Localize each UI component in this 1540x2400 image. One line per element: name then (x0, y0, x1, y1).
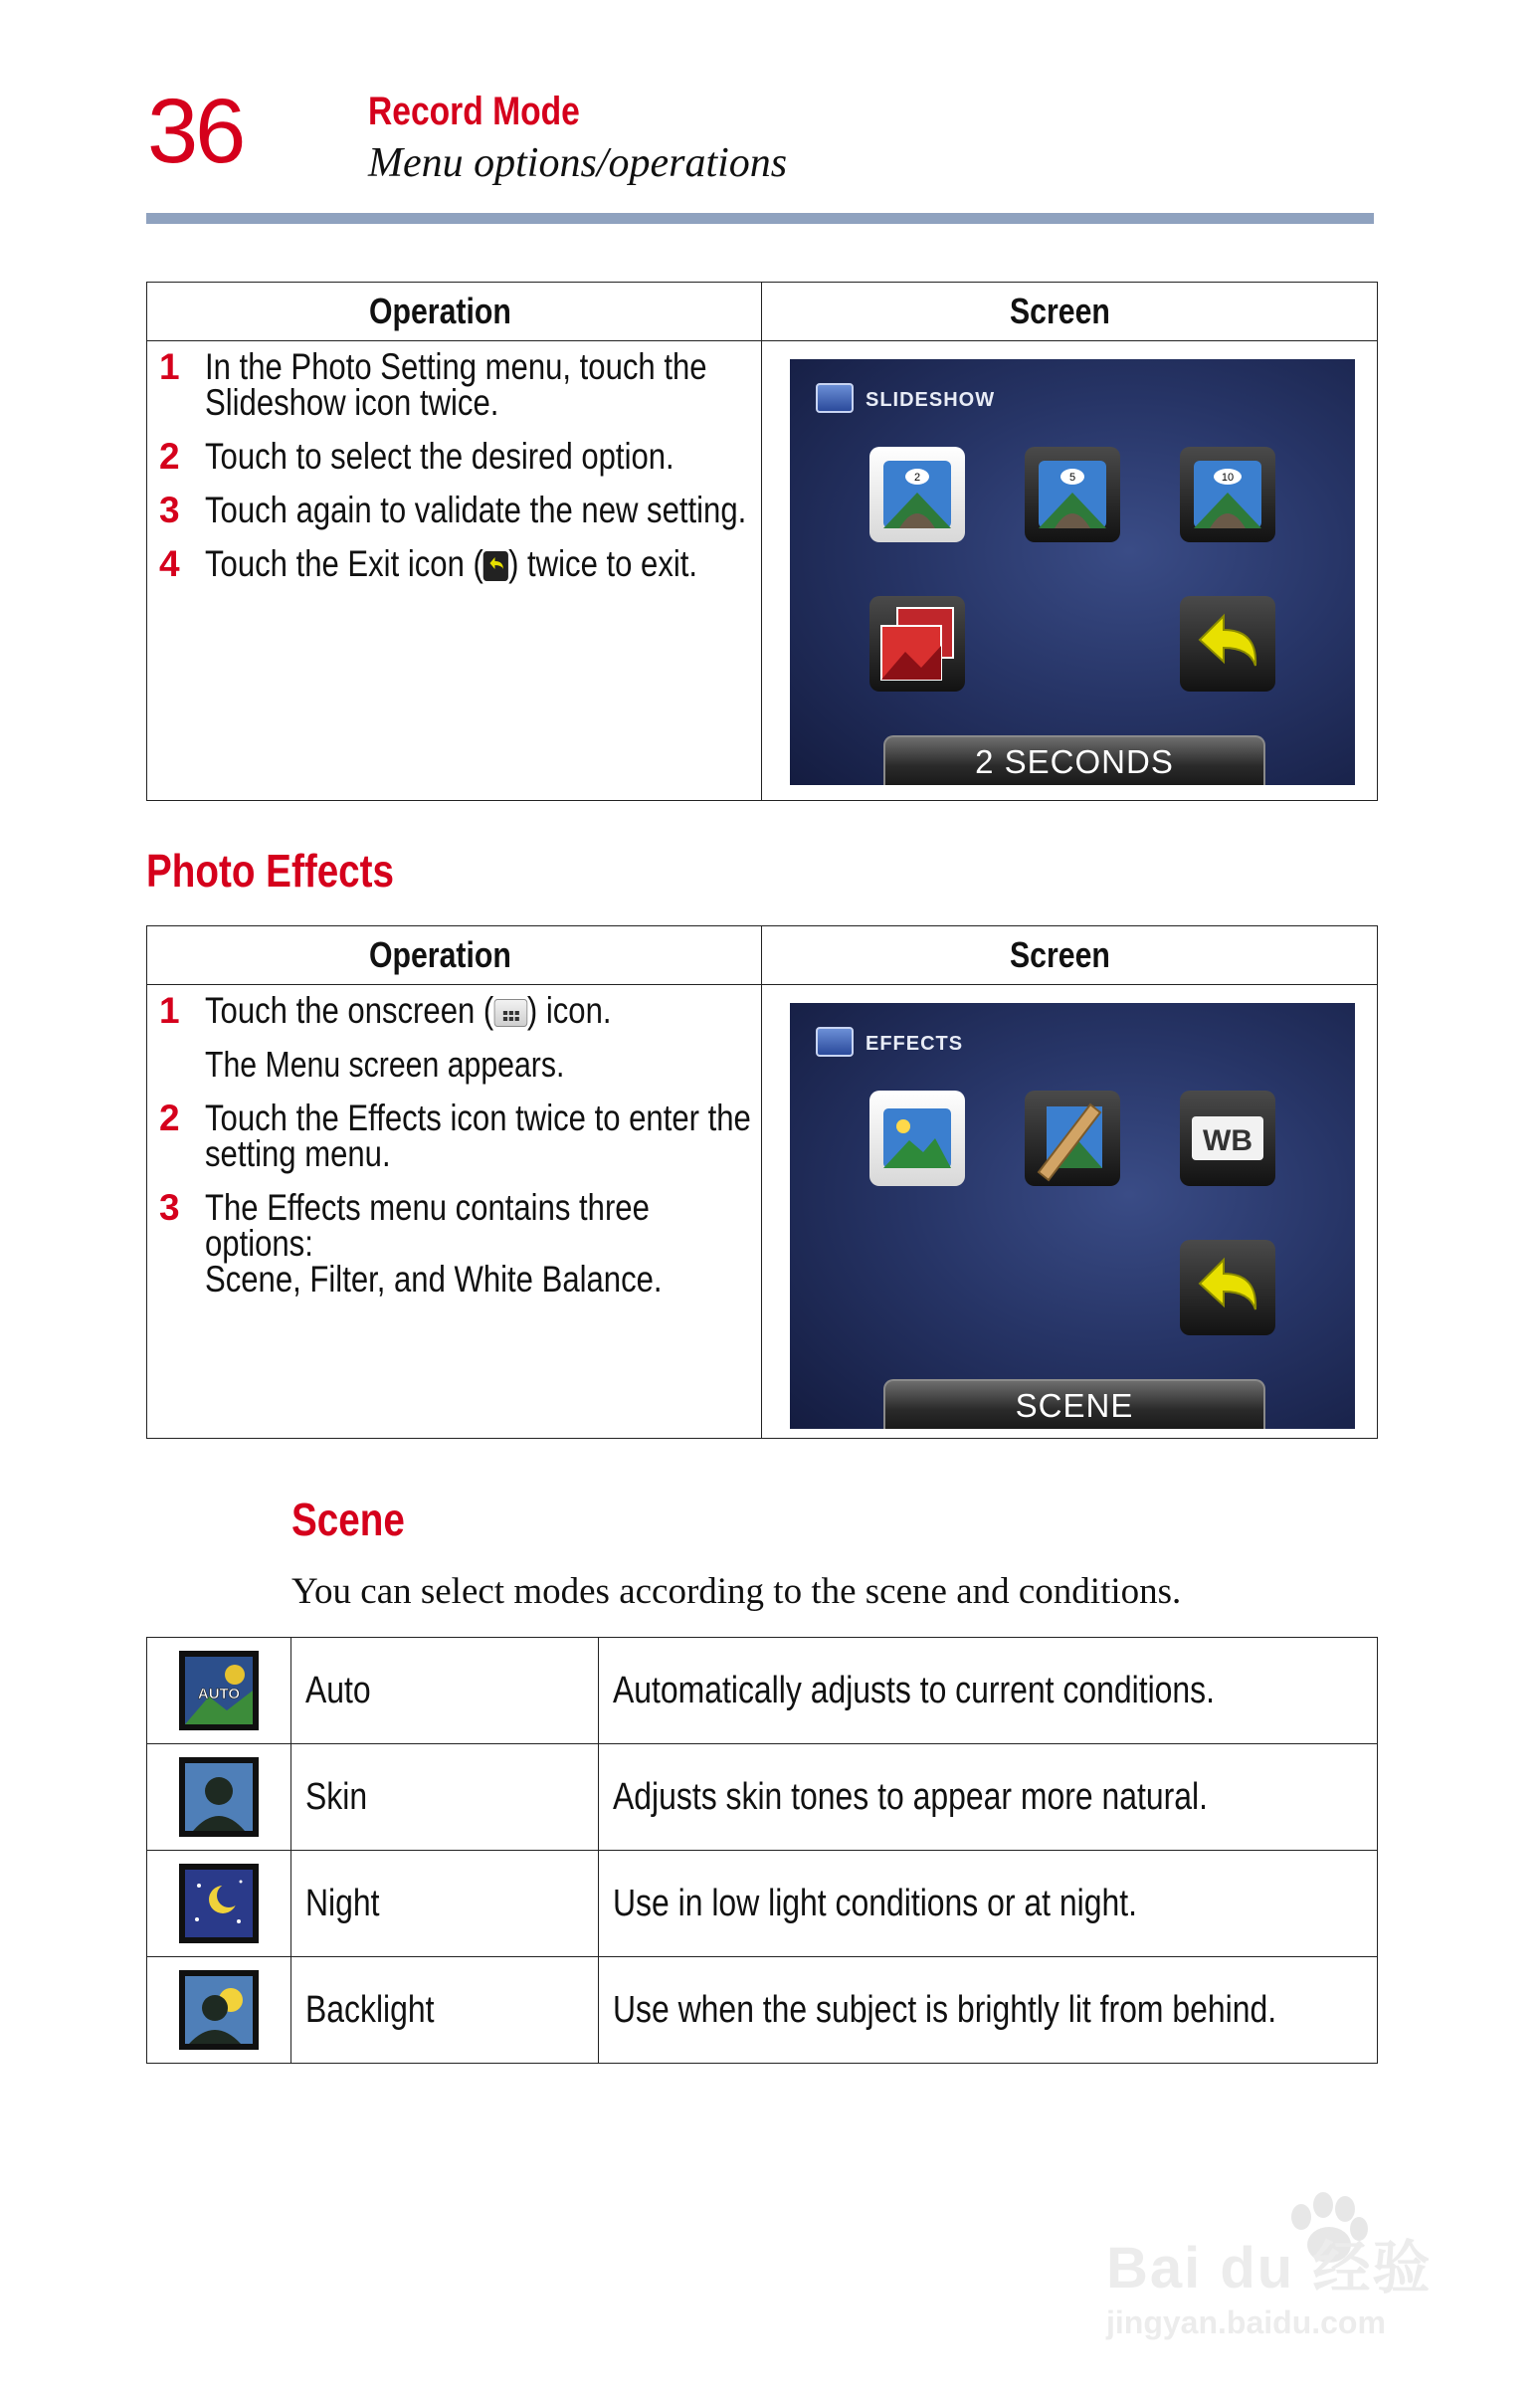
step-item: 2 Touch to select the desired option. (159, 436, 674, 477)
slideshow-operation-table (146, 282, 1378, 801)
effects-screen (790, 1003, 1355, 1429)
step-item: 3 Touch again to validate the new setting. (159, 490, 747, 530)
photo-effects-table (146, 925, 1378, 1439)
scene-heading: Scene (291, 1494, 405, 1545)
screen-column-header: Screen (762, 926, 1378, 985)
slideshow-transition-option[interactable] (869, 596, 965, 692)
slideshow-10s-option[interactable] (1180, 447, 1275, 542)
screen-cell (762, 985, 1378, 1439)
slideshow-screen (790, 359, 1355, 785)
header-rule (146, 213, 1374, 224)
backlight-scene-icon (179, 1970, 259, 2050)
icon-cell (147, 1638, 291, 1744)
scene-table (146, 1637, 1378, 2064)
filter-option[interactable] (1025, 1091, 1120, 1186)
effects-title-icon (816, 1027, 854, 1057)
watermark-url: jingyan.baidu.com (1106, 2304, 1386, 2340)
scene-description: Use in low light conditions or at night. (599, 1851, 1378, 1957)
baidu-watermark (1102, 2177, 1460, 2356)
scene-name: Auto (291, 1638, 599, 1744)
icon-cell (147, 1957, 291, 2064)
step-item: 2 Touch the Effects icon twice to enter the setting menu. (159, 1098, 751, 1174)
step-item: 1 Touch the onscreen ( ) icon. (159, 990, 612, 1031)
screen-title: EFFECTS (866, 1033, 964, 1055)
table-row (147, 1957, 1378, 2064)
operation-steps-cell (147, 985, 762, 1439)
skin-scene-icon (179, 1757, 259, 1837)
exit-button[interactable] (1180, 596, 1275, 692)
table-row (147, 1744, 1378, 1851)
screen-cell (762, 341, 1378, 801)
menu-grid-icon (493, 999, 527, 1027)
svg-text:5: 5 (1068, 472, 1076, 484)
scene-description: Use when the subject is brightly lit from behind. (599, 1957, 1378, 2064)
svg-text:WB: WB (1203, 1124, 1252, 1157)
step-item: 4 Touch the Exit icon ( ) twice to exit. (159, 543, 698, 584)
scene-name: Skin (291, 1744, 599, 1851)
operation-column-header: Operation (147, 926, 762, 985)
scene-description: Automatically adjusts to current conditions. (599, 1638, 1378, 1744)
table-row (147, 1851, 1378, 1957)
screen-column-header: Screen (762, 283, 1378, 341)
step-item: 3 The Effects menu contains three options: Scene, Filter, and White Balance. (159, 1187, 663, 1300)
selected-option-bar: 2 SECONDS (883, 735, 1265, 785)
svg-text:10: 10 (1221, 472, 1235, 484)
section-title: Record Mode (368, 90, 580, 133)
icon-cell (147, 1851, 291, 1957)
scene-option[interactable] (869, 1091, 965, 1186)
page-number: 36 (147, 81, 244, 182)
white-balance-option[interactable] (1180, 1091, 1275, 1186)
step-note: The Menu screen appears. (205, 1044, 565, 1085)
icon-cell (147, 1744, 291, 1851)
watermark-brand: Bai du 经验 (1106, 2236, 1433, 2300)
exit-button[interactable] (1180, 1240, 1275, 1335)
operation-column-header: Operation (147, 283, 762, 341)
exit-icon (483, 551, 508, 581)
step-item: 1 In the Photo Setting menu, touch the Slideshow icon twice. (159, 346, 707, 423)
scene-name: Night (291, 1851, 599, 1957)
scene-intro: You can select modes according to the scene and conditions. (291, 1571, 1182, 1612)
slideshow-title-icon (816, 383, 854, 413)
night-scene-icon (179, 1864, 259, 1943)
auto-scene-icon (179, 1651, 259, 1730)
scene-description: Adjusts skin tones to appear more natural. (599, 1744, 1378, 1851)
photo-effects-heading: Photo Effects (146, 845, 395, 897)
svg-text:2: 2 (913, 472, 921, 484)
selected-option-bar: SCENE (883, 1379, 1265, 1429)
scene-name: Backlight (291, 1957, 599, 2064)
svg-text:AUTO: AUTO (197, 1686, 241, 1702)
table-row (147, 1638, 1378, 1744)
section-subtitle: Menu options/operations (368, 140, 788, 186)
slideshow-2s-option[interactable] (869, 447, 965, 542)
operation-steps-cell (147, 341, 762, 801)
slideshow-5s-option[interactable] (1025, 447, 1120, 542)
screen-title: SLIDESHOW (866, 389, 996, 411)
